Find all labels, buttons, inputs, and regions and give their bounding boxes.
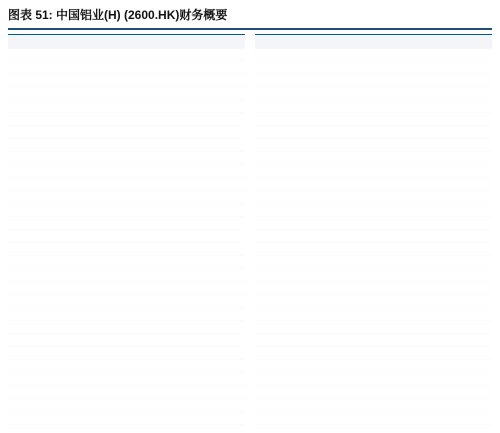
- left-tables-panel: [8, 34, 245, 425]
- financial-tables-area: [8, 34, 492, 425]
- page-title: 图表 51: 中国铝业(H) (2600.HK)财务概要: [8, 6, 492, 30]
- tables-grid: [8, 34, 492, 425]
- right-tables-panel: [255, 34, 492, 425]
